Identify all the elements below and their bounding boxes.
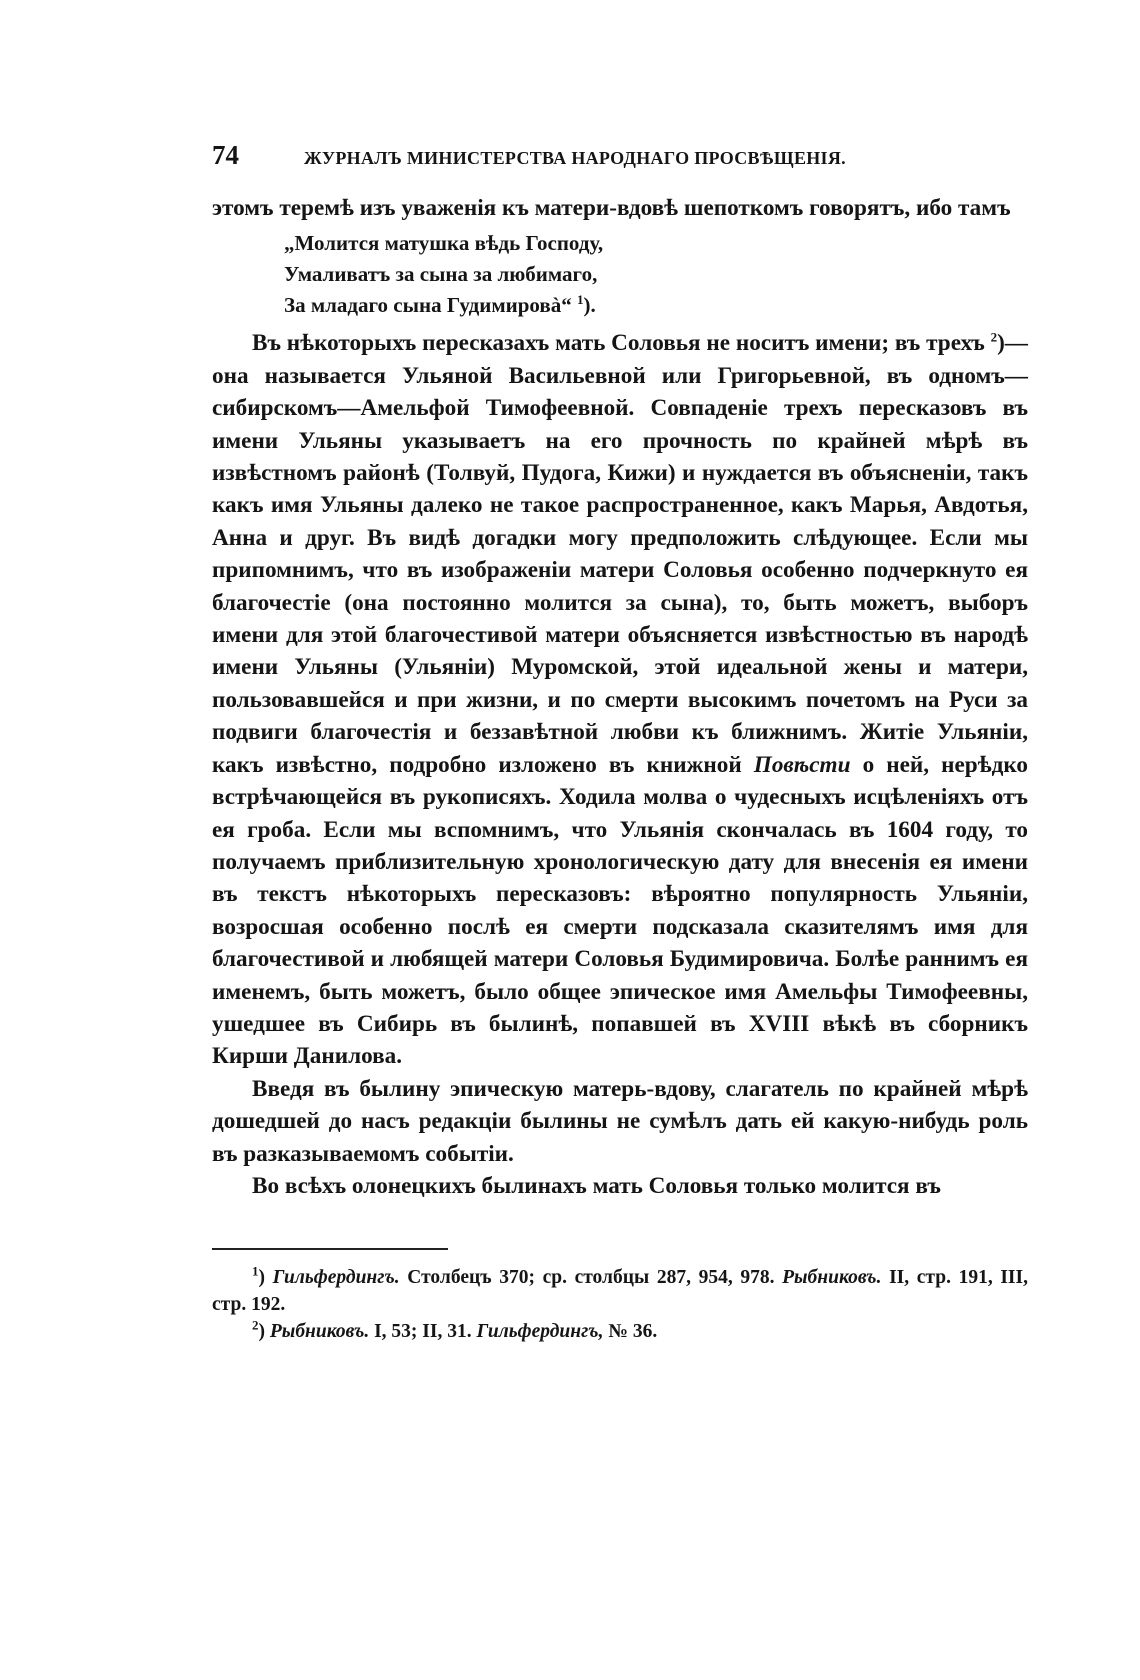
verse-line-2: Умаливатъ за сына за любимаго, [284,262,598,287]
verse-quote [284,228,1028,321]
footnotes [212,1264,1028,1345]
footnote-ref-2[interactable]: 2 [990,329,998,345]
page-number: 74 [212,140,239,170]
book-page [212,140,1028,1345]
footnote-1: $^1$) Гильфердингъ. Столбецъ 370; ср. столбцы 287, 954, 978. Рыбниковъ. II, стр. 191, III, стр. 192. [212,1263,1028,1316]
footnote-1-author-1: Гильфердингъ. [272,1267,400,1289]
paragraph-2-part-2: )—она называется Ульяной Васильевной или Григорьевной, въ одномъ—сибирскомъ—Амельфой Тимофеевной. Совпаденіе трехъ пересказовъ въ имени Ульяны указываетъ на его прочность по крайней мѣрѣ въ извѣстномъ районѣ (Толвуй, Пудога, Кижи) и нуждается въ объясненіи, такъ какъ имя Ульяны далеко не такое распространенное, какъ Марья, Авдотья, Анна и друг. Въ видѣ догадки могу предположить слѣдующее. Если мы припомнимъ, что въ изображеніи матери Соловья особенно подчеркнуто ея благочестіе (она постоянно молится за сына), то, быть можетъ, выборъ имени для этой благочестивой матери объясняется извѣстностью въ народѣ имени Ульяны (Ульяніи) Муромской, этой идеальной жены и матери, пользовавшейся и при жизни, и по смерти высокимъ почетомъ на Руси за подвиги благочестія и беззавѣтной любви къ ближнимъ. Житіе Ульяніи, какъ извѣстно, подробно изложено въ книжной [212,330,1028,778]
footnote-1-author-2: Рыбниковъ. [782,1267,882,1289]
verse-line-3-tail: ). [583,293,596,318]
paragraph-4: Во всѣхъ олонецкихъ былинахъ мать Соловья только молится въ [252,1172,941,1199]
paragraph-2-part-1: Въ нѣкоторыхъ пересказахъ мать Соловья не носитъ имени; въ трехъ [252,330,991,357]
verse-line-3 [284,290,1028,321]
footnote-ref-1[interactable]: 1 [577,292,584,308]
footnote-2-author-2: Гильфердингъ, [476,1321,604,1343]
footnote-1-text-1: Столбецъ 370; ср. столбцы 287, 954, 978. [399,1267,783,1289]
verse-line-1: „Молится матушка вѣдь Господу, [284,231,604,256]
verse-line-3-text: За младаго сына Гудимировà“ [284,293,572,318]
footnote-2: $^2$) Рыбниковъ. I, 53; II, 31. Гильфердингъ, № 36. [252,1317,658,1343]
italic-title-povesti: Повѣсти [753,751,851,778]
footnote-divider [212,1248,448,1250]
running-title: ЖУРНАЛЪ МИНИСТЕРСТВА НАРОДНАГО ПРОСВѢЩЕНІЯ. [304,148,846,168]
paragraph-2 [212,327,1028,1072]
footnote-1-number: 1 [252,1263,259,1279]
paragraph-3: Введя въ былину эпическую матерь-вдову, слагатель по крайней мѣрѣ дошедшей до насъ редакціи былины не сумѣлъ дать ей какую-нибудь роль въ разказываемомъ событіи. [212,1075,1028,1167]
paragraph-2-part-3: о ней, нерѣдко встрѣчающейся въ рукописяхъ. Ходила молва о чудесныхъ исцѣленіяхъ отъ ея гроба. Если мы вспомнимъ, что Ульянія скончалась въ 1604 году, то получаемъ приблизительную хронологическую дату для внесенія ея имени въ текстъ нѣкоторыхъ пересказовъ: вѣроятно популярность Ульяніи, возросшая особенно послѣ ея смерти подсказала сказителямъ имя для благочестивой и любящей матери Соловья Будимировича. Болѣе раннимъ ея именемъ, быть можетъ, было общее эпическое имя Амельфы Тимофеевны, ушедшее въ Сибирь въ былинѣ, попавшей въ XVIII вѣкѣ въ сборникъ Кирши Данилова. [212,751,1028,1070]
page-header [212,140,1028,192]
footnote-2-number: 2 [252,1317,259,1333]
footnote-2-author-1: Рыбниковъ. [269,1321,370,1343]
main-text [212,192,1028,1202]
opening-paragraph: этомъ теремѣ изъ уваженія къ матери-вдовѣ шепоткомъ говорятъ, ибо тамъ [212,195,1011,221]
footnote-2-text-1: I, 53; II, 31. [369,1321,477,1343]
footnote-1-text-2: II, стр. 191, III, стр. 192. [212,1267,1028,1316]
footnote-2-text-2: № 36. [603,1321,658,1343]
